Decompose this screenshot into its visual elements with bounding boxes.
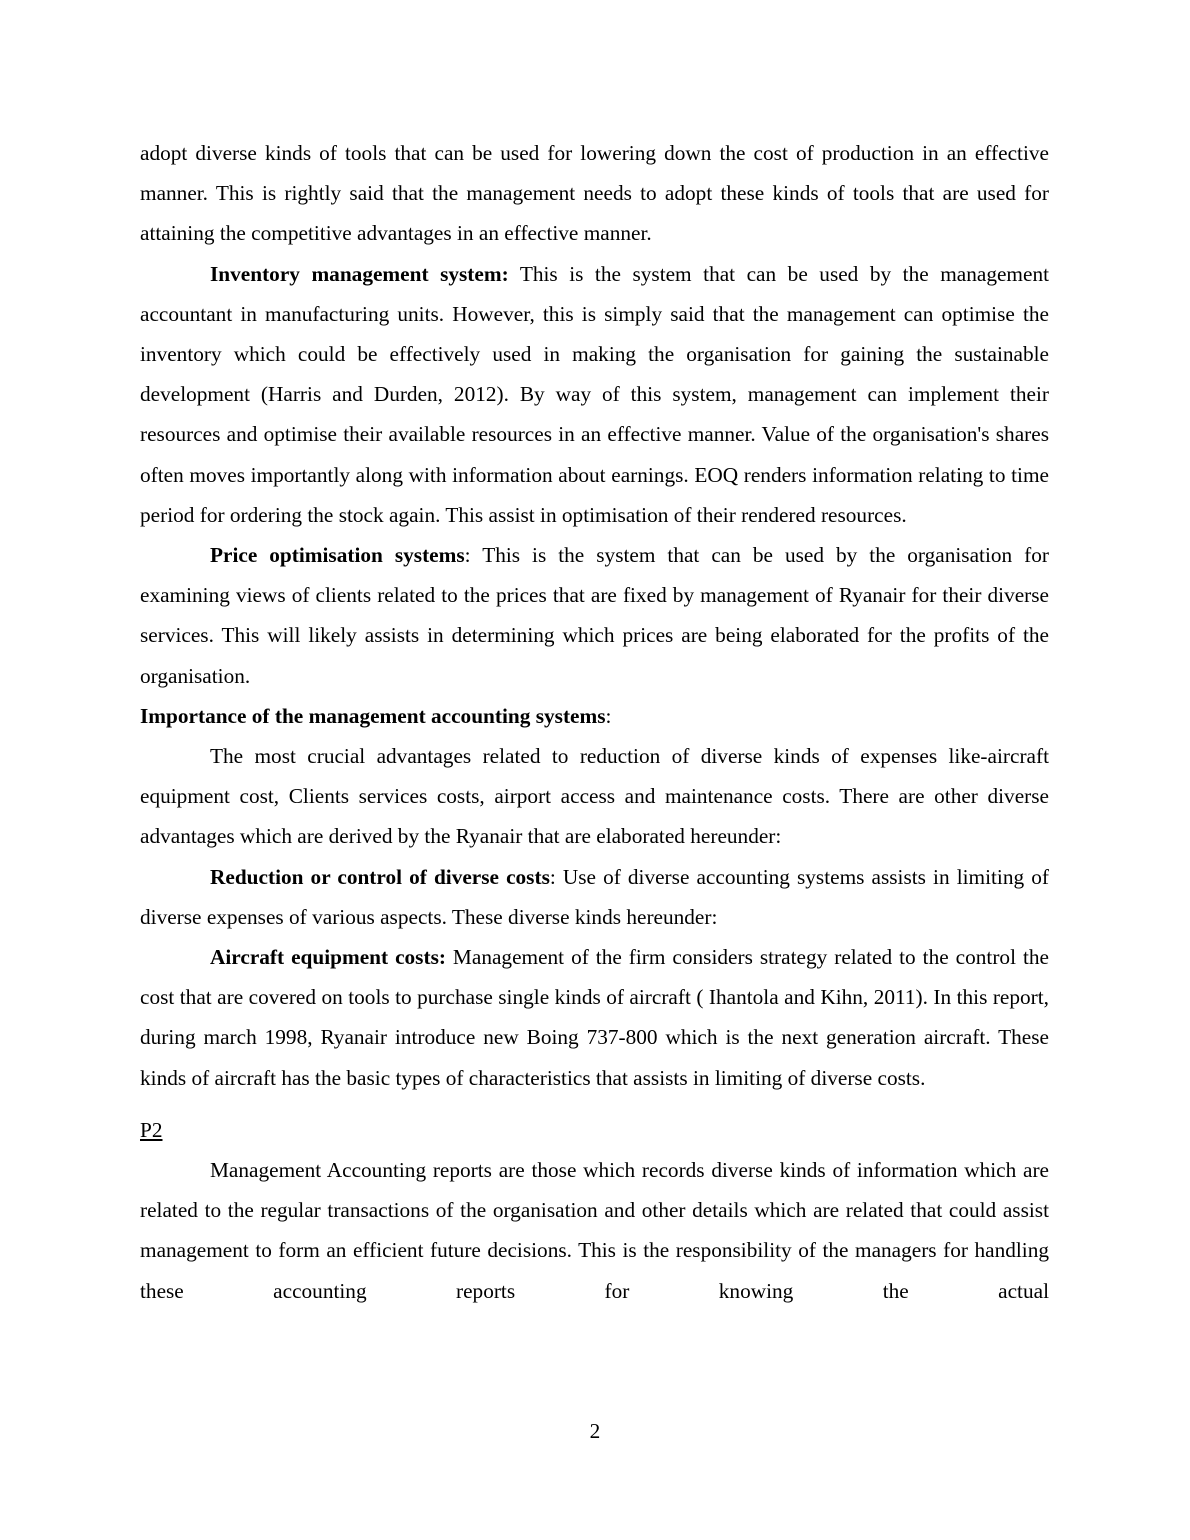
paragraph-intro: adopt diverse kinds of tools that can be used for lowering down the cost of production in an effective manner. This is rightly said that the management needs to adopt these kinds of tools that are used for attaining the competitive advantages in an effective manner. [140,141,1049,246]
paragraph-aircraft-costs [140,937,1049,1098]
aircraft-costs-text: Management of the firm considers strategy related to the control the cost that are covered on tools to purchase single kinds of aircraft ( Ihantola and Kihn, 2011). In this report, during march 1998, Ryanair introduce new Boing 737-800 which is the next generation aircraft. These kinds of aircraft has the basic types of characteristics that assists in limiting of diverse costs. [140,945,1049,1090]
importance-heading [140,696,1049,736]
paragraph-advantages: The most crucial advantages related to reduction of diverse kinds of expenses like-aircraft equipment cost, Clients services costs, airport access and maintenance costs. There are other diverse advantages which are derived by the Ryanair that are elaborated hereunder: [140,744,1049,849]
aircraft-costs-label: Aircraft equipment costs: [210,945,446,970]
reduction-costs-label: Reduction or control of diverse costs [210,864,550,889]
importance-heading-label: Importance of the management accounting systems [140,703,606,728]
inventory-system-label: Inventory management system: [210,261,509,286]
page-number: 2 [589,1419,601,1443]
importance-heading-suffix: : [605,703,612,728]
paragraph-price-optimisation [140,535,1049,696]
inventory-system-text: This is the system that can be used by the management accountant in manufacturing units. However, this is simply said that the management can optimise the inventory which could be effectively used in making the organisation for gaining the sustainable development (Harris and Durden, 2012). By way of this system, management can implement their resources and optimise their available resources in an effective manner. Value of the organisation's shares often moves importantly along with information about earnings. EOQ renders information relating to time period for ordering the stock again. This assist in optimisation of their rendered resources. [140,261,1050,527]
paragraph-management-reports: Management Accounting reports are those which records diverse kinds of information which are related to the regular transactions of the organisation and other details which are related that could assist management to form an efficient future decisions. This is the responsibility of the managers for handling these accounting reports for knowing the actual [140,1158,1049,1303]
paragraph-reduction-costs [140,857,1049,937]
section-heading-p2: P2 [140,1117,163,1142]
price-optimisation-text: : This is the system that can be used by the organisation for examining views of clients related to the prices that are fixed by management of Ryanair for their diverse services. This will likely assists in determining which prices are being elaborated for the profits of the organisation. [140,543,1050,688]
reduction-costs-text: : Use of diverse accounting systems assists in limiting of diverse expenses of various aspects. These diverse kinds hereunder: [140,864,1049,929]
document-body [140,133,1049,1311]
paragraph-inventory-system [140,254,1049,535]
price-optimisation-label: Price optimisation systems [210,543,465,568]
